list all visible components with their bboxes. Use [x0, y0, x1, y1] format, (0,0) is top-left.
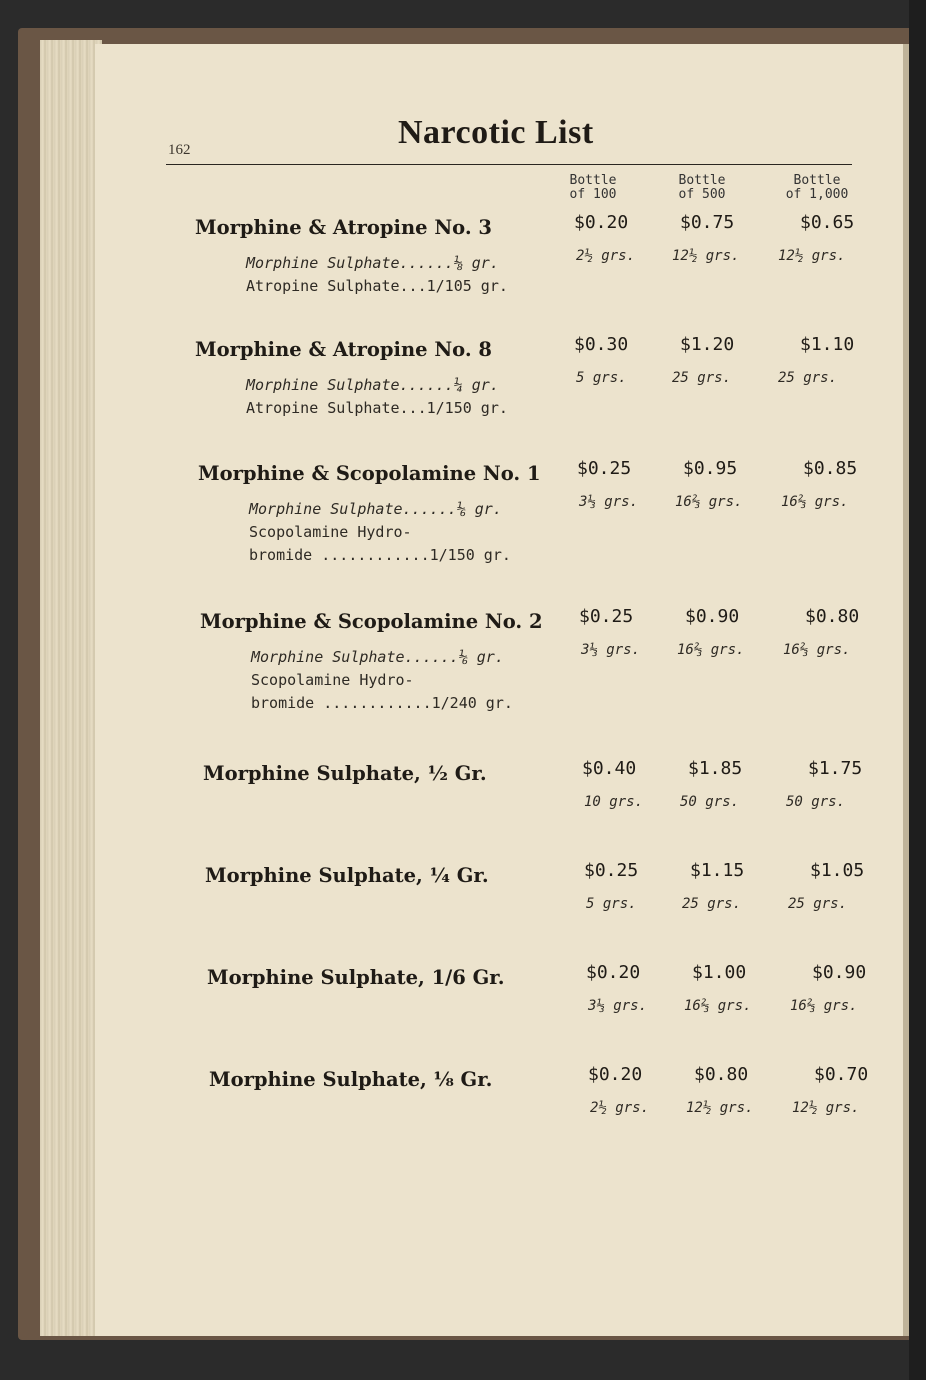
quantity-value: 3⅓ grs.: [588, 998, 648, 1014]
quantity-value: 16⅔ grs.: [677, 642, 745, 658]
quantity-value: 25 grs.: [778, 370, 838, 386]
quantity-value: 50 grs.: [680, 794, 740, 810]
column-header-line: of 100: [569, 187, 617, 202]
quantity-value: 16⅔ grs.: [675, 494, 743, 510]
price-value: $0.25: [579, 606, 634, 627]
price-value: $0.80: [805, 606, 860, 627]
entry-component: bromide ............1/240 gr.: [251, 694, 513, 712]
quantity-value: 50 grs.: [786, 794, 846, 810]
entry-name: Morphine & Scopolamine No. 2: [200, 610, 543, 633]
price-value: $0.70: [814, 1064, 869, 1085]
page-number: 162: [168, 142, 191, 158]
quantity-value: 3⅓ grs.: [581, 642, 641, 658]
entry-component: Morphine Sulphate......⅛ gr.: [246, 254, 499, 272]
price-value: $0.20: [586, 962, 641, 983]
column-header-line: of 500: [678, 187, 726, 202]
entry-component: bromide ............1/150 gr.: [249, 546, 511, 564]
background-strip: [909, 0, 926, 1380]
price-value: $0.80: [694, 1064, 749, 1085]
price-value: $0.95: [683, 458, 738, 479]
price-value: $0.75: [680, 212, 735, 233]
quantity-value: 12½ grs.: [778, 248, 846, 264]
quantity-value: 25 grs.: [672, 370, 732, 386]
quantity-value: 16⅔ grs.: [790, 998, 858, 1014]
price-value: $0.20: [588, 1064, 643, 1085]
price-value: $0.20: [574, 212, 629, 233]
entry-name: Morphine & Scopolamine No. 1: [198, 462, 541, 485]
price-value: $1.00: [692, 962, 747, 983]
quantity-value: 16⅔ grs.: [781, 494, 849, 510]
price-value: $1.75: [808, 758, 863, 779]
price-value: $0.40: [582, 758, 637, 779]
quantity-value: 25 grs.: [788, 896, 848, 912]
quantity-value: 12½ grs.: [672, 248, 740, 264]
price-value: $1.15: [690, 860, 745, 881]
quantity-value: 25 grs.: [682, 896, 742, 912]
entry-component: Scopolamine Hydro-: [249, 523, 412, 541]
entry-name: Morphine Sulphate, ½ Gr.: [203, 762, 487, 785]
price-value: $1.05: [810, 860, 865, 881]
entry-component: Atropine Sulphate...1/105 gr.: [246, 277, 508, 295]
column-header-500: [657, 174, 747, 202]
entry-name: Morphine Sulphate, 1/6 Gr.: [207, 966, 505, 989]
price-value: $0.90: [812, 962, 867, 983]
quantity-value: 5 grs.: [576, 370, 627, 386]
price-value: $1.20: [680, 334, 735, 355]
entry-name: Morphine Sulphate, ¼ Gr.: [205, 864, 489, 887]
column-header-line: Bottle: [569, 173, 617, 188]
page-stack-edge: [40, 40, 102, 1336]
entry-component: Atropine Sulphate...1/150 gr.: [246, 399, 508, 417]
price-value: $0.85: [803, 458, 858, 479]
quantity-value: 10 grs.: [584, 794, 644, 810]
entry-component: Scopolamine Hydro-: [251, 671, 414, 689]
entry-name: Morphine Sulphate, ⅛ Gr.: [209, 1068, 493, 1091]
price-value: $0.90: [685, 606, 740, 627]
quantity-value: 16⅔ grs.: [783, 642, 851, 658]
quantity-value: 2½ grs.: [590, 1100, 650, 1116]
entry-name: Morphine & Atropine No. 3: [195, 216, 492, 239]
title-rule: [166, 164, 852, 165]
column-header-1000: [772, 174, 862, 202]
price-value: $0.30: [574, 334, 629, 355]
entry-component: Morphine Sulphate......⅙ gr.: [249, 500, 502, 518]
column-header-100: [548, 174, 638, 202]
price-value: $0.25: [584, 860, 639, 881]
quantity-value: 3⅓ grs.: [579, 494, 639, 510]
page-title: Narcotic List: [398, 114, 594, 151]
price-value: $0.65: [800, 212, 855, 233]
column-header-line: of 1,000: [785, 187, 849, 202]
quantity-value: 16⅔ grs.: [684, 998, 752, 1014]
entry-component: Morphine Sulphate......¼ gr.: [246, 376, 499, 394]
entry-name: Morphine & Atropine No. 8: [195, 338, 492, 361]
price-value: $1.10: [800, 334, 855, 355]
quantity-value: 12½ grs.: [792, 1100, 860, 1116]
price-value: $1.85: [688, 758, 743, 779]
quantity-value: 12½ grs.: [686, 1100, 754, 1116]
price-value: $0.25: [577, 458, 632, 479]
quantity-value: 5 grs.: [586, 896, 637, 912]
column-header-line: Bottle: [678, 173, 726, 188]
quantity-value: 2½ grs.: [576, 248, 636, 264]
entry-component: Morphine Sulphate......⅙ gr.: [251, 648, 504, 666]
column-header-line: Bottle: [793, 173, 841, 188]
